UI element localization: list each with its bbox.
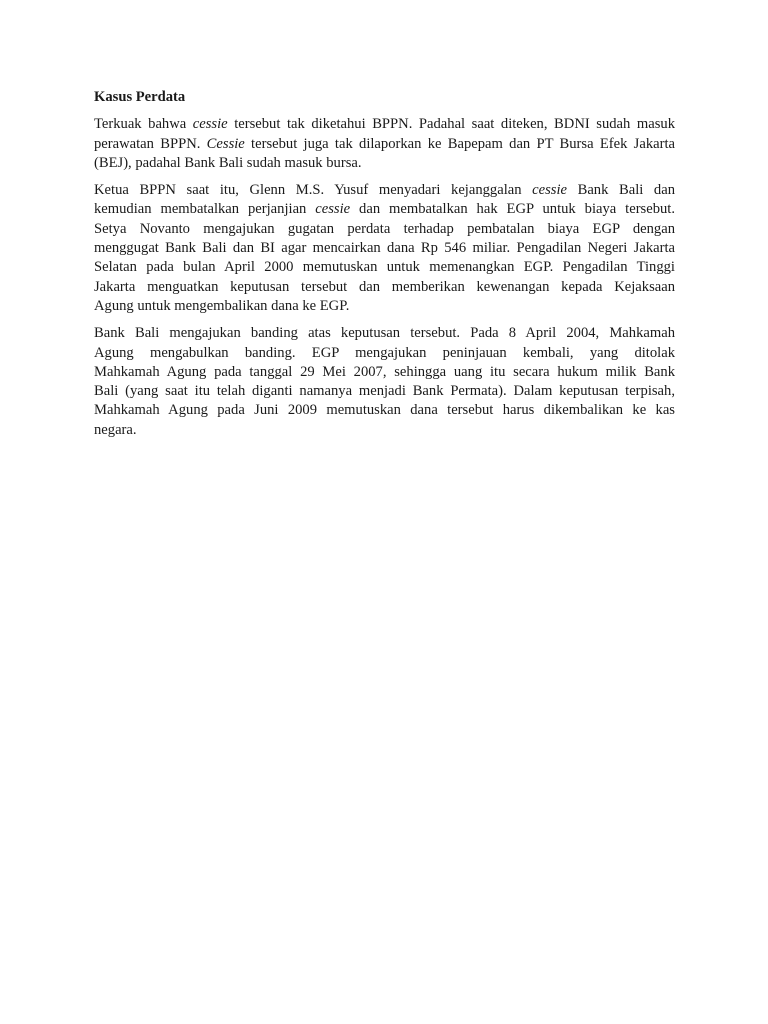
paragraph-1-line-3: (BEJ), padahal Bank Bali sudah masuk bursa. [94,154,362,171]
paragraph-3-line-4: Bali (yang saat itu telah diganti namanya menjadi Bank Permata). Dalam keputusan terpisah, [94,383,675,400]
paragraph-2-line-6: Jakarta menguatkan keputusan tersebut dan memberikan kewenangan kepada Kejaksaan [94,278,675,295]
paragraph-2-line-7: Agung untuk mengembalikan dana ke EGP. [94,297,350,314]
paragraph-2 [94,181,675,316]
paragraph-1-line-1: Terkuak bahwa cessie tersebut tak diketahui BPPN. Padahal saat diteken, BDNI sudah masuk [94,116,675,133]
paragraph-3-line-6: negara. [94,421,137,438]
paragraph-2-line-1: Ketua BPPN saat itu, Glenn M.S. Yusuf menyadari kejanggalan cessie Bank Bali dan [94,182,675,199]
paragraph-2-line-4: menggugat Bank Bali dan BI agar mencairkan dana Rp 546 miliar. Pengadilan Negeri Jakarta [94,240,675,257]
paragraph-3-line-5: Mahkamah Agung pada Juni 2009 memutuskan dana tersebut harus dikembalikan ke kas [94,402,675,419]
paragraph-1 [94,115,675,173]
paragraph-3-line-2: Agung mengabulkan banding. EGP mengajukan peninjauan kembali, yang ditolak [94,344,675,361]
paragraph-2-line-5: Selatan pada bulan April 2000 memutuskan untuk memenangkan EGP. Pengadilan Tinggi [94,259,675,276]
paragraph-3-line-1: Bank Bali mengajukan banding atas keputusan tersebut. Pada 8 April 2004, Mahkamah [94,325,675,342]
paragraph-1-line-2: perawatan BPPN. Cessie tersebut juga tak dilaporkan ke Bapepam dan PT Bursa Efek Jakarta [94,135,675,152]
paragraph-2-line-3: Setya Novanto mengajukan gugatan perdata terhadap pembatalan biaya EGP dengan [94,220,675,237]
paragraph-2-line-2: kemudian membatalkan perjanjian cessie dan membatalkan hak EGP untuk biaya tersebut. [94,201,676,218]
document-body [94,88,675,448]
paragraph-3-line-3: Mahkamah Agung pada tanggal 29 Mei 2007, sehingga uang itu secara hukum milik Bank [94,363,675,380]
section-heading: Kasus Perdata [94,89,186,105]
paragraph-3 [94,324,675,440]
